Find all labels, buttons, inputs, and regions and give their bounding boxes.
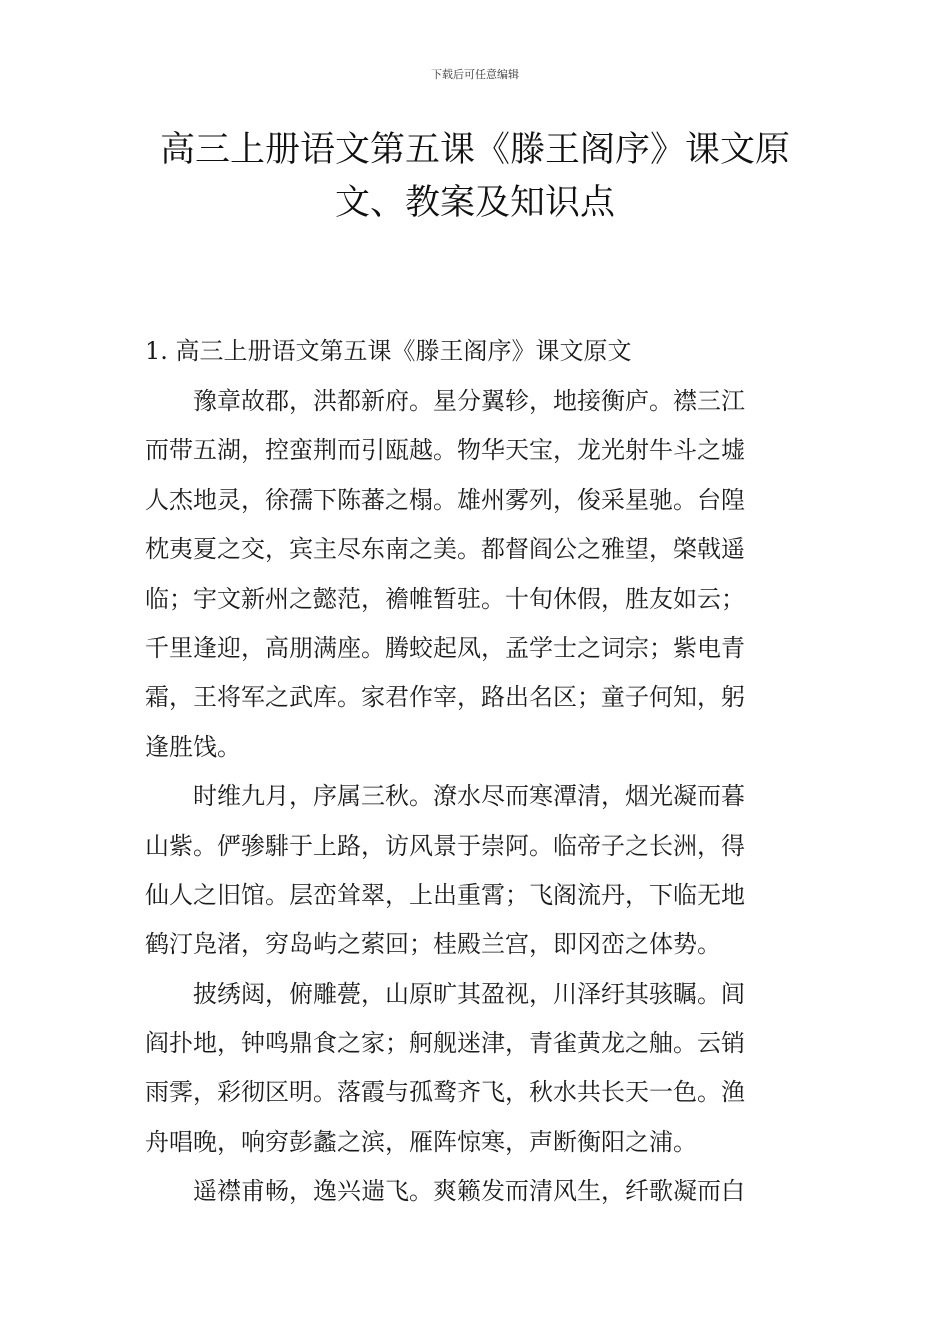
paragraph-3 (145, 970, 810, 1168)
text-line: 而带五湖，控蛮荆而引瓯越。物华天宝，龙光射牛斗之墟 (145, 436, 745, 465)
title-line-2: 文、教案及知识点 (334, 183, 615, 223)
text-line: 山紫。俨骖騑于上路，访风景于崇阿。临帝子之长洲，得 (145, 831, 745, 860)
text-line: 豫章故郡，洪都新府。星分翼轸，地接衡庐。襟三江 (193, 387, 745, 415)
text-line: 雨霁，彩彻区明。落霞与孤鹜齐飞，秋水共长天一色。渔 (145, 1078, 745, 1107)
text-line: 鹤汀凫渚，穷岛屿之萦回；桂殿兰宫，即冈峦之体势。 (145, 930, 721, 959)
page-title (100, 124, 850, 230)
title-line-1: 高三上册语文第五课《滕王阁序》课文原 (159, 130, 790, 170)
text-line: 人杰地灵，徐孺下陈蕃之榻。雄州雾列，俊采星驰。台隍 (145, 485, 745, 514)
document-body (145, 327, 810, 1217)
section-heading: 1. 高三上册语文第五课《滕王阁序》课文原文 (145, 337, 632, 365)
paragraph-4 (145, 1167, 810, 1216)
text-line: 枕夷夏之交，宾主尽东南之美。都督阎公之雅望，棨戟遥 (145, 535, 745, 564)
text-line: 临；宇文新州之懿范，襜帷暂驻。十旬休假，胜友如云； (145, 584, 745, 613)
paragraph-2 (145, 772, 810, 970)
header-note: 下载后可任意编辑 (431, 68, 519, 81)
text-line: 时维九月，序属三秋。潦水尽而寒潭清，烟光凝而暮 (193, 782, 745, 811)
text-line: 遥襟甫畅，逸兴遄飞。爽籁发而清风生，纤歌凝而白 (193, 1177, 745, 1206)
text-line: 仙人之旧馆。层峦耸翠，上出重霄；飞阁流丹，下临无地 (145, 880, 745, 909)
paragraph-1 (145, 377, 810, 772)
text-line: 千里逢迎，高朋满座。腾蛟起凤，孟学士之词宗；紫电青 (145, 633, 745, 662)
text-line: 阎扑地，钟鸣鼎食之家；舸舰迷津，青雀黄龙之舳。云销 (145, 1029, 745, 1058)
text-line: 逢胜饯。 (145, 732, 241, 761)
text-line: 舟唱晚，响穷彭蠡之滨，雁阵惊寒，声断衡阳之浦。 (145, 1127, 697, 1156)
text-line: 霜，王将军之武库。家君作宰，路出名区；童子何知，躬 (145, 683, 745, 712)
text-line: 披绣闼，俯雕甍，山原旷其盈视，川泽纡其骇瞩。闾 (193, 979, 745, 1008)
